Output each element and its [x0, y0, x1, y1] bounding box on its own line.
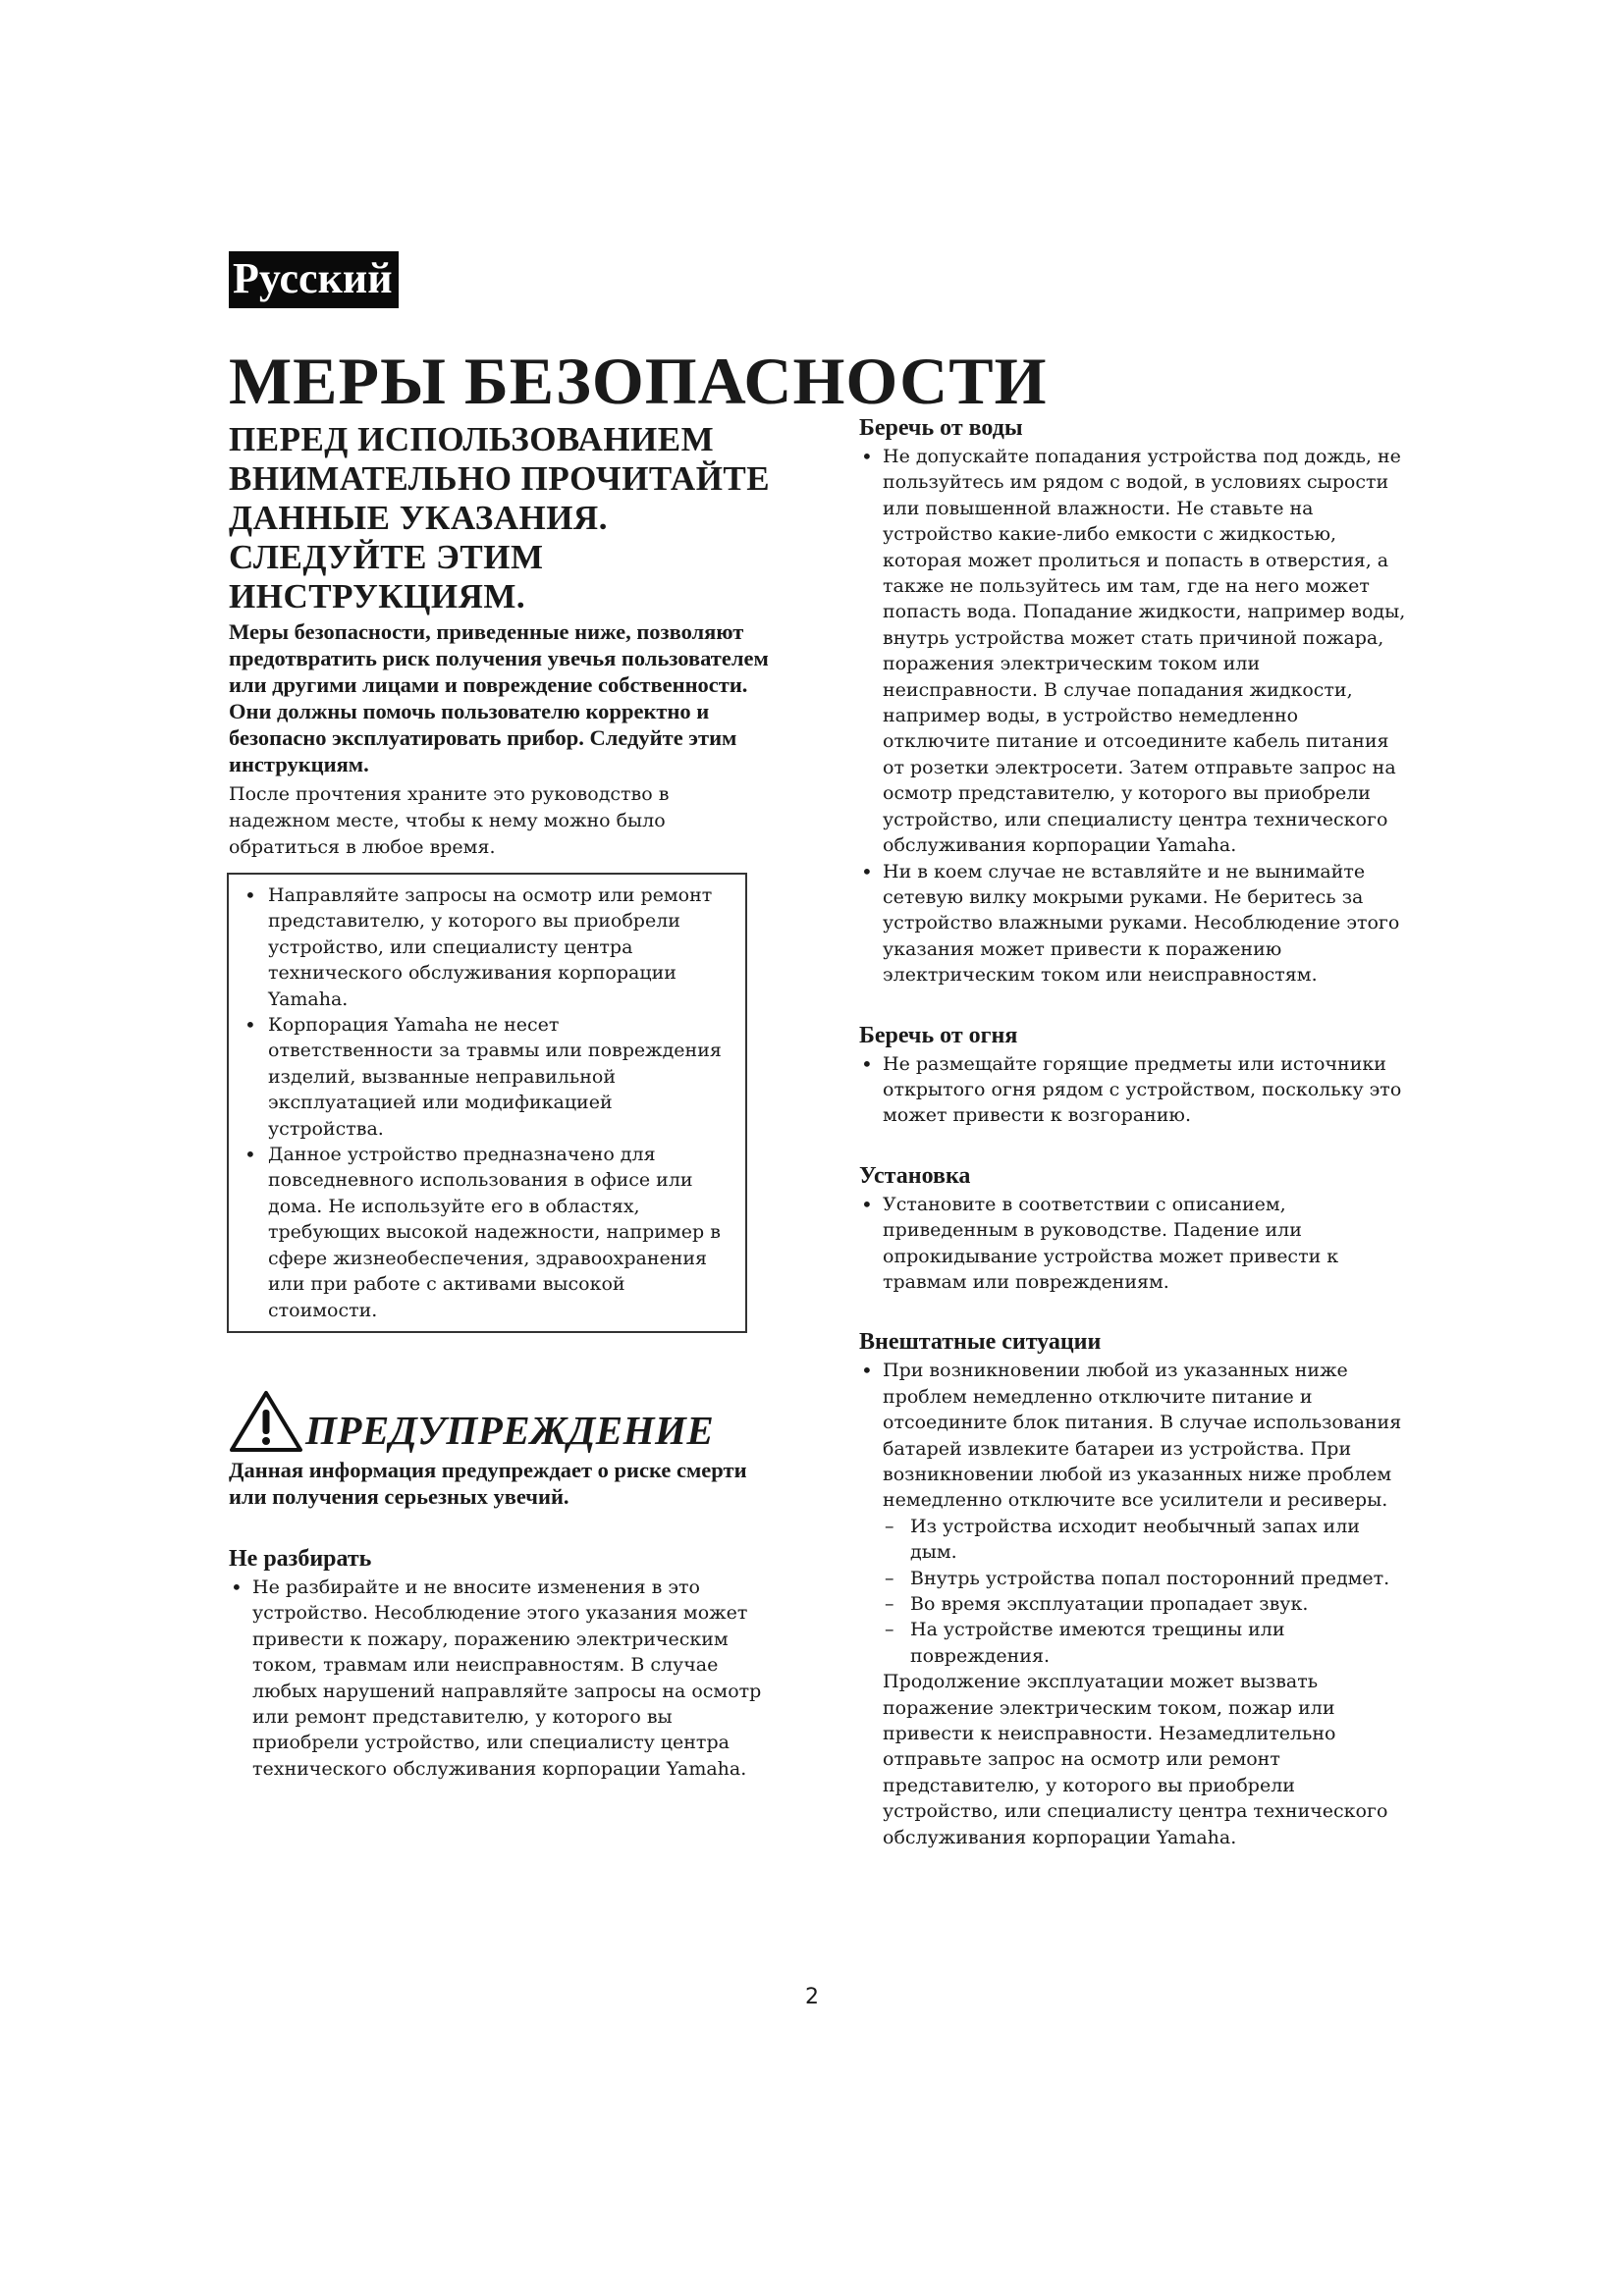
- section-item: • Не размещайте горящие предметы или источники открытого огня рядом с устройством, поскольку это может привести к возгоранию.: [859, 1051, 1409, 1129]
- notice-item: • Данное устройство предназначено для повседневного использования в офисе или дома. Не используйте его в областях, требующих высокой надежности, например в сфере жизнеобеспечения, здравоохранения или при работе с активами высокой стоимости.: [243, 1142, 728, 1323]
- section-list: [859, 1192, 1409, 1296]
- section-list: [859, 444, 1409, 988]
- language-label: Русский: [229, 251, 399, 308]
- warning-triangle-icon: [229, 1390, 303, 1453]
- intro-note: После прочтения храните это руководство в надежном месте, чтобы к нему можно было обратиться в любое время.: [229, 783, 670, 858]
- warning-title: ПРЕДУПРЕЖДЕНИЕ: [305, 1407, 715, 1453]
- section-heading: Беречь от огня: [859, 1022, 1018, 1048]
- notice-item: • Корпорация Yamaha не несет ответственности за травмы или повреждения изделий, вызванные неправильной эксплуатацией или модификацией устройства.: [243, 1012, 728, 1142]
- emergency-after-text: Продолжение эксплуатации может вызвать поражение электрическим током, пожар или привести к неисправности. Незамедлительно отправьте запрос на осмотр или ремонт представителю, у которого вы приобрели устройство, или специалисту центра технического обслуживания корпорации Yamaha.: [883, 1671, 1388, 1848]
- section-item: • При возникновении любой из указанных ниже проблем немедленно отключите питание и отсоедините блок питания. В случае использования батарей извлеките батареи из устройства. При возникновении любой из указанных ниже проблем немедленно отключите все усилители и ресиверы.: [859, 1358, 1409, 1513]
- notice-item: • Направляйте запросы на осмотр или ремонт представителю, у которого вы приобрели устройство, или специалисту центра технического обслуживания корпорации Yamaha.: [243, 882, 728, 1012]
- section-heading: Беречь от воды: [859, 415, 1023, 441]
- section-list: [859, 1051, 1409, 1129]
- page-number: 2: [805, 1985, 819, 2009]
- sub-item: – Из устройства исходит необычный запах или дым.: [883, 1514, 1409, 1566]
- section-heading: Внештатные ситуации: [859, 1329, 1102, 1356]
- page-title: МЕРЫ БЕЗОПАСНОСТИ: [229, 344, 1048, 418]
- sub-item: – На устройстве имеются трещины или повреждения.: [883, 1617, 1409, 1669]
- section-list: [229, 1575, 779, 1782]
- section-installation: [859, 1162, 1409, 1296]
- emergency-sub-list: [859, 1514, 1409, 1669]
- warning-subtitle: Данная информация предупреждает о риске смерти или получения серьезных увечий.: [229, 1457, 747, 1509]
- warning-block: [229, 1390, 779, 1510]
- sub-item: – Внутрь устройства попал посторонний предмет.: [883, 1566, 1409, 1591]
- section-item: • Не допускайте попадания устройства под дождь, не пользуйтесь им рядом с водой, в условиях сырости или повышенной влажности. Не ставьте на устройство какие-либо емкости с жидкостью, которая может пролиться и попасть в отверстия, а также не пользуйтесь им там, где на него может попасть вода. Попадание жидкости, например воды, внутрь устройства может стать причиной пожара, поражения электрическим током или неисправности. В случае попадания жидкости, например воды, в устройство немедленно отключите питание и отсоедините кабель питания от розетки электросети. Затем отправьте запрос на осмотр представителю, у которого вы приобрели устройство, или специалисту центра технического обслуживания корпорации Yamaha.: [859, 444, 1409, 859]
- warning-title-row: [229, 1390, 779, 1453]
- left-column: [229, 420, 779, 1782]
- section-fire: [859, 1022, 1409, 1129]
- section-list: [859, 1358, 1409, 1513]
- section-heading: Установка: [859, 1162, 971, 1189]
- section-item: • Не разбирайте и не вносите изменения в это устройство. Несоблюдение этого указания может привести к пожару, поражению электрическим током, травмам или неисправностям. В случае любых нарушений направляйте запросы на осмотр или ремонт представителю, у которого вы приобрели устройство, или специалисту центра технического обслуживания корпорации Yamaha.: [229, 1575, 779, 1782]
- section-heading: Не разбирать: [229, 1545, 372, 1572]
- intro-bold-text: Меры безопасности, приведенные ниже, позволяют предотвратить риск получения увечья пользователем или другими лицами и повреждение собственности. Они должны помочь пользователю корректно и безопасно эксплуатировать прибор. Следуйте этим инструкциям.: [229, 619, 769, 776]
- section-disassembly: [229, 1545, 779, 1782]
- section-water: [859, 414, 1409, 988]
- intro-heading: ПЕРЕД ИСПОЛЬЗОВАНИЕМ ВНИМАТЕЛЬНО ПРОЧИТАЙТЕ ДАННЫЕ УКАЗАНИЯ. СЛЕДУЙТЕ ЭТИМ ИНСТРУКЦИЯМ.: [229, 420, 771, 615]
- notice-list: [243, 882, 728, 1323]
- section-item: • Установите в соответствии с описанием, приведенным в руководстве. Падение или опрокидывание устройства может привести к травмам или повреждениям.: [859, 1192, 1409, 1296]
- section-item: • Ни в коем случае не вставляйте и не вынимайте сетевую вилку мокрыми руками. Не беритесь за устройство влажными руками. Несоблюдение этого указания может привести к поражению электрическим током или неисправностям.: [859, 859, 1409, 988]
- sub-item: – Во время эксплуатации пропадает звук.: [883, 1591, 1409, 1617]
- right-column: [859, 414, 1409, 1850]
- notice-box: [227, 873, 747, 1333]
- section-emergency: [859, 1328, 1409, 1850]
